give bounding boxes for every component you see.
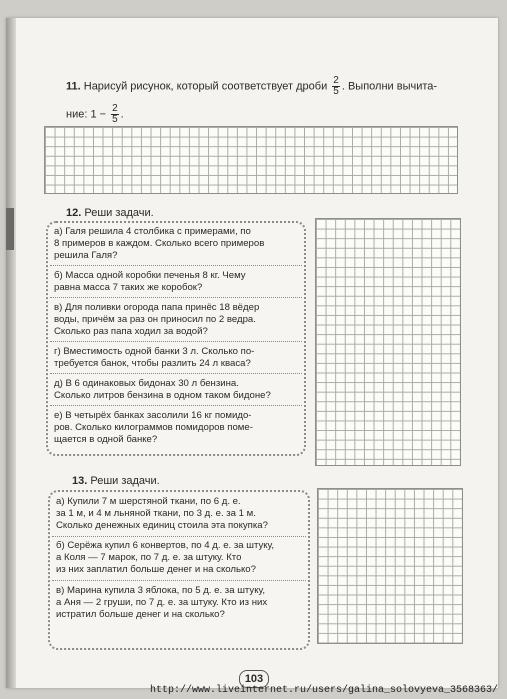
page-number: 103 [239, 670, 269, 688]
ex12-task-e [54, 378, 271, 402]
ex11-text-end: . Выполни вычита- [341, 80, 438, 93]
ex13-task-b [56, 540, 274, 577]
ex12-number: 12. [66, 207, 82, 219]
task-line: а Аня — 2 груши, по 7 д. е. за штуку. Кто из них [56, 597, 268, 609]
task-line: равна масса 7 таких же коробок? [54, 282, 203, 294]
ex12-title: Реши задачи. [84, 207, 154, 219]
ex13-title: Реши задачи. [90, 475, 160, 487]
watermark-url: http://www.liveinternet.ru/users/galina_solovyeva_3568363/ [150, 685, 499, 696]
ex12-task-f [54, 410, 253, 447]
task-line: е) В четырёх банках засолили 16 кг помидо- [54, 410, 252, 421]
task-line: а Коля — 7 марок, по 7 д. е. за штуку. Кто [56, 552, 242, 564]
task-line: истратил больше денег и на сколько? [56, 609, 225, 621]
divider [52, 536, 306, 537]
task-line: а) Купили 7 м шерстяной ткани, по 6 д. е. [56, 496, 241, 507]
ex11-fraction-2 [111, 104, 119, 125]
fraction-numerator: 2 [333, 75, 339, 86]
ex13-grid[interactable] [317, 488, 463, 644]
ex13-heading [72, 474, 160, 488]
ex13-number: 13. [72, 475, 88, 487]
ex12-task-d [54, 346, 254, 370]
task-line: из них заплатил больше денег и на сколько? [56, 564, 256, 576]
ex12-task-c [54, 302, 259, 339]
ex13-task-c [56, 585, 267, 622]
ex12-grid[interactable] [315, 218, 461, 466]
page-spine [6, 18, 16, 688]
ex11-line2 [66, 104, 124, 125]
task-line: требуется банок, чтобы разлить 24 л кваса? [54, 358, 251, 370]
task-line: щается в одной банке? [54, 434, 158, 446]
task-line: воды, причём за раз он приносил по 2 ведра. [54, 314, 256, 326]
task-line: за 1 м, и 4 м льняной ткани, по 3 д. е. за 1 м. [56, 508, 256, 520]
task-line: ров. Сколько килограммов помидоров поме- [54, 422, 253, 434]
fraction-numerator: 2 [112, 103, 118, 114]
page-tab-marker [6, 208, 14, 250]
ex12-heading [66, 206, 154, 220]
ex11-text: Нарисуй рисунок, который соответствует дроби [83, 80, 328, 93]
ex12-task-a [54, 226, 264, 263]
task-line: г) Вместимость одной банки 3 л. Сколько по- [54, 346, 255, 357]
divider [50, 405, 302, 406]
task-line: а) Галя решила 4 столбика с примерами, по [54, 226, 251, 237]
ex11-expression-end: . [120, 108, 124, 121]
task-line: в) Для поливки огорода папа принёс 18 вёдер [54, 302, 260, 313]
task-line: Сколько литров бензина в одном таком бидоне? [54, 390, 271, 402]
task-line: д) В 6 одинаковых бидонах 30 л бензина. [54, 378, 239, 389]
divider [50, 341, 302, 342]
textbook-page [6, 18, 498, 688]
task-line: решила Галя? [54, 250, 118, 262]
ex11-fraction [332, 76, 340, 97]
fraction-denominator: 5 [333, 86, 339, 97]
ex11-number: 11. [66, 80, 81, 93]
divider [50, 373, 302, 374]
task-line: Сколько денежных единиц стоила эта покупка? [56, 520, 268, 532]
task-line: в) Марина купила 3 яблока, по 5 д. е. за штуку, [56, 585, 266, 596]
task-line: б) Серёжа купил 6 конвертов, по 4 д. е. за штуку, [56, 540, 275, 551]
ex13-task-a [56, 496, 268, 533]
task-line: Сколько раз папа ходил за водой? [54, 326, 208, 338]
ex11-grid[interactable] [44, 126, 458, 194]
task-line: б) Масса одной коробки печенья 8 кг. Чему [54, 270, 246, 281]
divider [52, 580, 306, 581]
fraction-denominator: 5 [112, 114, 118, 125]
divider [50, 265, 302, 266]
ex11-line1 [66, 76, 437, 97]
task-line: 8 примеров в каждом. Сколько всего примеров [54, 238, 265, 250]
divider [50, 297, 302, 298]
ex11-expression: ние: 1 − [66, 108, 107, 121]
ex12-task-b [54, 270, 246, 294]
